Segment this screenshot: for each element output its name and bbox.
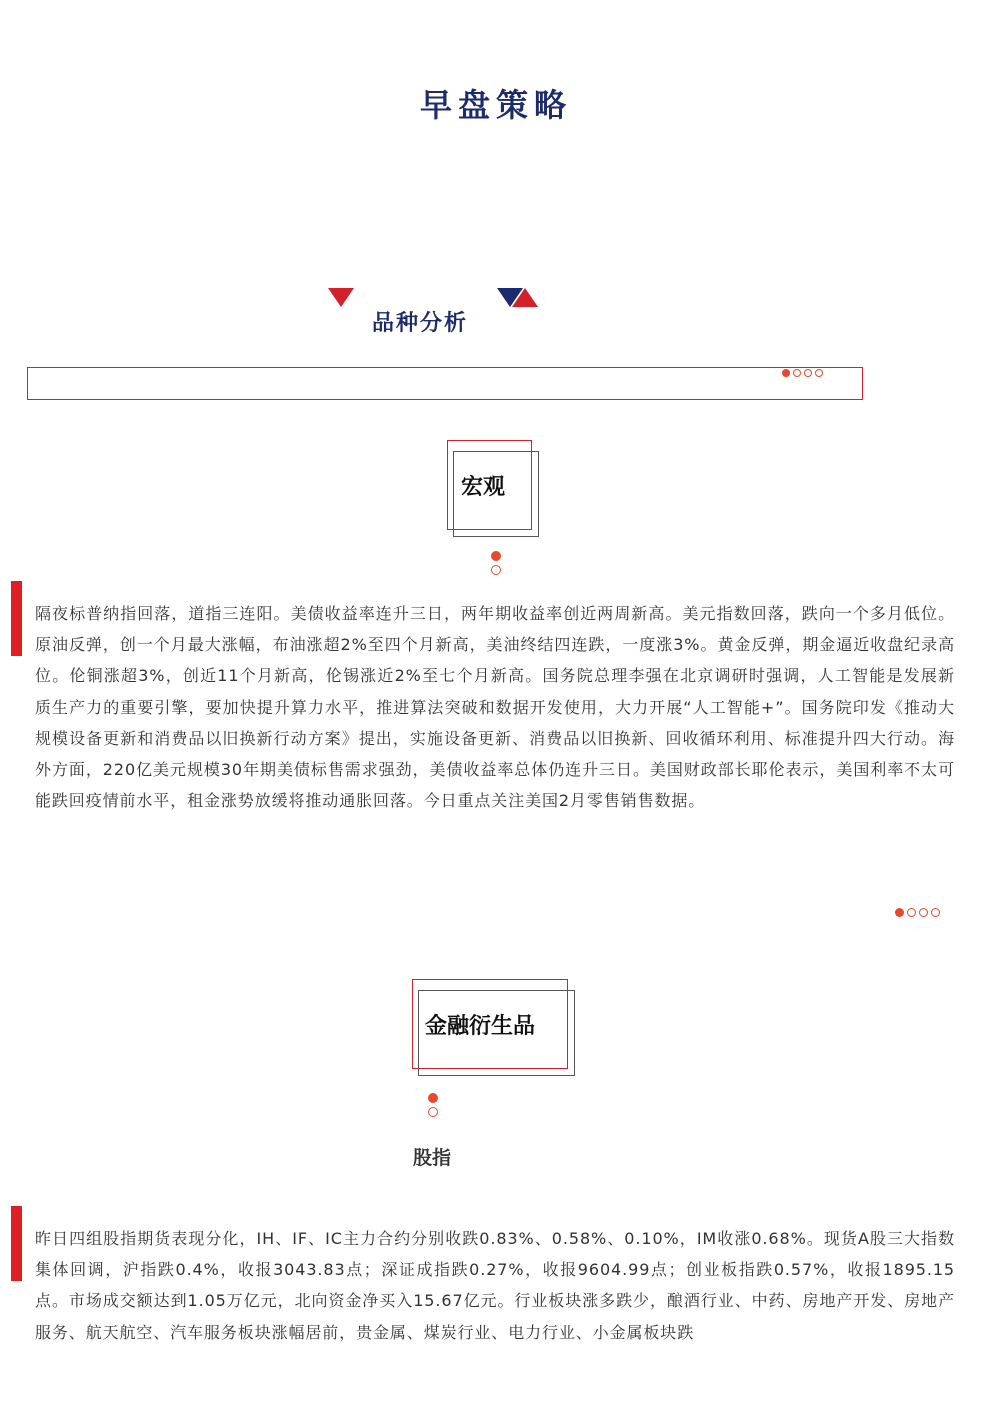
page-title: 早盘策略 — [419, 86, 572, 124]
red-side-bar — [11, 581, 22, 656]
red-triangle-icon — [328, 288, 354, 307]
dot-hollow-icon — [907, 908, 916, 917]
stock-index-subtitle: 股指 — [413, 1147, 452, 1169]
red-triangle-up-icon — [512, 288, 538, 307]
dot-hollow-icon — [804, 369, 812, 377]
dot-hollow-icon — [491, 565, 501, 575]
dot-hollow-icon — [793, 369, 801, 377]
dot-hollow-icon — [931, 908, 940, 917]
financial-paragraph: 昨日四组股指期货表现分化，IH、IF、IC主力合约分别收跌0.83%、0.58%、0.10%，IM收涨0.68%。现货A股三大指数集体回调，沪指跌0.4%，收报3043.83点；深证成指跌0.27%，收报9604.99点；创业板指跌0.57%，收报1895.15点。市场成交额达到1.05万亿元，北向资金净买入15.67亿元。行业板块涨多跌少，酿酒行业、中药、房地产开发、房地产服务、航天航空、汽车服务板块涨幅居前，贵金属、煤炭行业、电力行业、小金属板块跌 — [35, 1229, 955, 1342]
section-dots — [895, 908, 940, 917]
macro-dots — [491, 551, 501, 575]
macro-title: 宏观 — [461, 475, 506, 500]
dot-filled-icon — [895, 908, 904, 917]
dot-filled-icon — [491, 551, 501, 561]
dot-filled-icon — [428, 1093, 438, 1103]
financial-dots — [428, 1093, 438, 1117]
dot-hollow-icon — [428, 1107, 438, 1117]
dot-filled-icon — [782, 369, 790, 377]
macro-paragraph: 隔夜标普纳指回落，道指三连阳。美债收益率连升三日，两年期收益率创近两周新高。美元指数回落，跌向一个多月低位。原油反弹，创一个月最大涨幅，布油涨超2%至四个月新高，美油终结四连跌，一度涨3%。黄金反弹，期金逼近收盘纪录高位。伦铜涨超3%，创近11个月新高，伦锡涨近2%至七个月新高。国务院总理李强在北京调研时强调，人工智能是发展新质生产力的重要引擎，要加快提升算力水平，推进算法突破和数据开发使用，大力开展“人工智能+”。国务院印发《推动大规模设备更新和消费品以旧换新行动方案》提出，实施设备更新、消费品以旧换新、回收循环利用、标准提升四大行动。海外方面，220亿美元规模30年期美债标售需求强劲，美债收益率总体仍连升三日。美国财政部长耶伦表示，美国利率不太可能跌回疫情前水平，租金涨势放缓将推动通胀回落。今日重点关注美国2月零售销售数据。 — [35, 604, 955, 811]
section-heading: 品种分析 — [372, 311, 469, 336]
dot-hollow-icon — [919, 908, 928, 917]
financial-title: 金融衍生品 — [425, 1014, 536, 1039]
dot-hollow-icon — [815, 369, 823, 377]
section-band — [27, 367, 863, 400]
red-side-bar — [11, 1206, 22, 1281]
band-dots — [782, 369, 823, 377]
